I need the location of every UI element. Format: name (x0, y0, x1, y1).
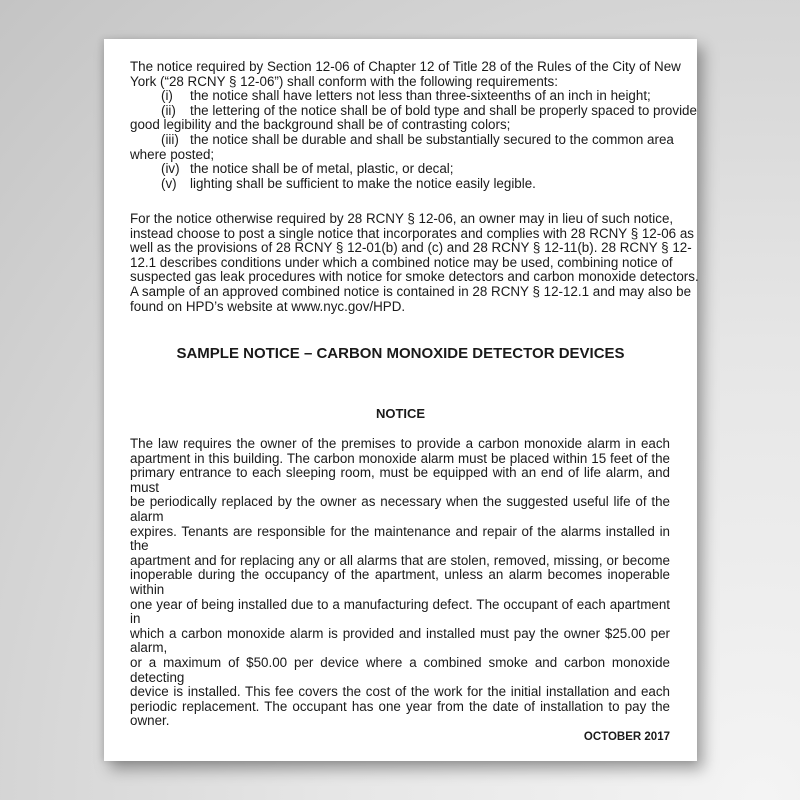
item-number: (iii) (161, 131, 179, 147)
item-text: the lettering of the notice shall be of bold type and shall be properly spaced to provide (190, 102, 697, 118)
text-line: expires. Tenants are responsible for the maintenance and repair of the alarms installed in the (130, 523, 670, 554)
text-line: well as the provisions of 28 RCNY § 12-01(b) and (c) and 28 RCNY § 12-11(b). 28 RCNY § 12- (130, 240, 692, 256)
item-text: lighting shall be sufficient to make the notice easily legible. (190, 175, 536, 191)
text-line: be periodically replaced by the owner as necessary when the suggested useful life of the alarm (130, 494, 670, 524)
document-page (104, 39, 697, 761)
text-line: A sample of an approved combined notice is contained in 28 RCNY § 12-12.1 and may also be (130, 283, 692, 299)
text-line: inoperable during the occupancy of the apartment, unless an alarm becomes inoperable within (130, 567, 670, 597)
text-line: periodic replacement. The occupant has one year from the date of installation to pay the owner. (130, 698, 670, 729)
item-number: (iv) (161, 161, 180, 177)
text-line: York (“28 RCNY § 12-06”) shall conform with the following requirements: (130, 73, 558, 89)
text-line: suspected gas leak procedures with notice for smoke detectors and carbon monoxide detectors. (130, 269, 699, 285)
item-text-continued: good legibility and the background shall be of contrasting colors; (130, 117, 511, 133)
requirement-item (130, 131, 674, 148)
text-line: The law requires the owner of the premises to provide a carbon monoxide alarm in each (130, 436, 670, 451)
requirement-item (130, 177, 670, 192)
text-line: device is installed. This fee covers the cost of the work for the initial installation and each (130, 684, 670, 700)
text-line: 12.1 describes conditions under which a combined notice may be used, combining notice of (130, 254, 673, 270)
text-line: or a maximum of $50.00 per device where a combined smoke and carbon monoxide detecting (130, 654, 670, 685)
text-line: one year of being installed due to a manufacturing defect. The occupant of each apartment in (130, 596, 670, 627)
item-number: (ii) (161, 102, 176, 118)
text-line: apartment and for replacing any or all alarms that are stolen, removed, missing, or become (130, 552, 670, 568)
text-line: found on HPD’s website at www.nyc.gov/HPD. (130, 298, 406, 314)
combined-notice-paragraph (130, 211, 699, 314)
item-text: the notice shall be durable and shall be substantially secured to the common area (190, 131, 674, 147)
notice-heading: NOTICE (375, 406, 426, 421)
requirement-item (130, 102, 697, 119)
item-text: the notice shall have letters not less than three-sixteenths of an inch in height; (190, 88, 651, 104)
text-line: instead choose to post a single notice that incorporates and complies with 28 RCNY § 12-06 as (130, 225, 694, 241)
text-line: which a carbon monoxide alarm is provided and installed must pay the owner $25.00 per alarm, (130, 625, 670, 656)
requirement-item (130, 162, 670, 177)
item-text: the notice shall be of metal, plastic, or decal; (190, 161, 454, 177)
sample-notice-title: SAMPLE NOTICE – CARBON MONOXIDE DETECTOR DEVICES (176, 345, 625, 362)
document-date: OCTOBER 2017 (583, 731, 670, 743)
intro-paragraph (130, 59, 697, 191)
text-line: apartment in this building. The carbon monoxide alarm must be placed within 15 feet of the (130, 450, 670, 466)
text-line: For the notice otherwise required by 28 RCNY § 12-06, an owner may in lieu of such notice, (130, 211, 674, 226)
text-line: The notice required by Section 12-06 of Chapter 12 of Title 28 of the Rules of the City of New (130, 59, 681, 74)
item-number: (i) (161, 88, 173, 104)
item-number: (v) (161, 175, 177, 191)
requirement-item (130, 89, 670, 104)
item-text-continued: where posted; (130, 146, 215, 162)
notice-body (130, 437, 670, 729)
text-line: primary entrance to each sleeping room, must be equipped with an end of life alarm, and must (130, 465, 670, 495)
